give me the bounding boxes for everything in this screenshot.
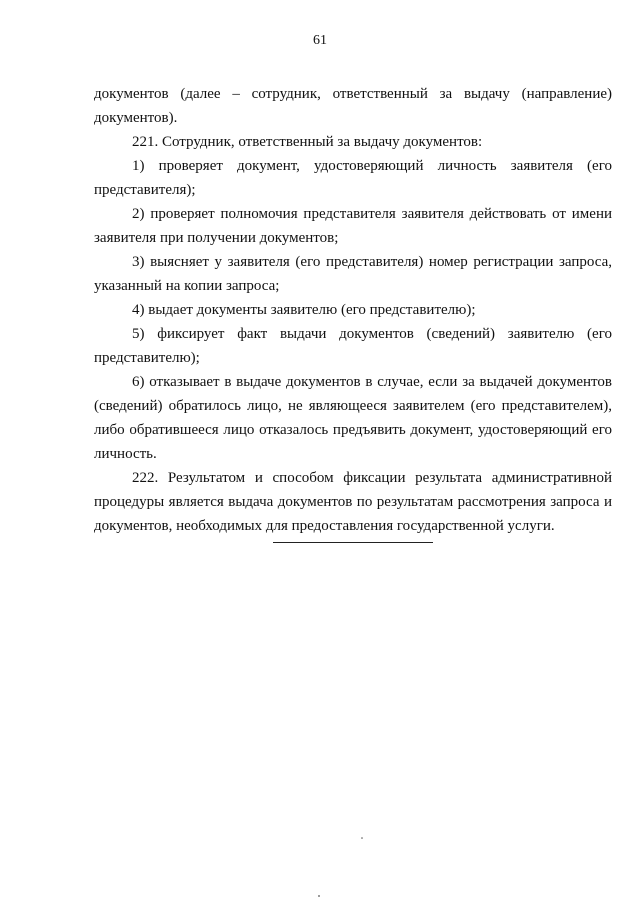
page-number: 61 [313,33,327,48]
list-item-3: 3) выясняет у заявителя (его представителя) номер регистрации запроса, указанный на копии запроса; [94,254,612,294]
paragraph-221-heading: 221. Сотрудник, ответственный за выдачу документов: [132,134,483,150]
list-item-6: 6) отказывает в выдаче документов в случае, если за выдачей документов (сведений) обратилось лицо, не являющееся заявителем (его представителем), либо обратившееся лицо отказалось предъявить документ, удостоверяющий его личность. [94,374,612,462]
paragraph-222: 222. Результатом и способом фиксации результата административной процедуры является выдача документов по результатам рассмотрения запроса и документов, необходимых для предоставления государственной услуги. [94,470,612,534]
list-item-5: 5) фиксирует факт выдачи документов (сведений) заявителю (его представителю); [94,326,612,366]
list-item-1: 1) проверяет документ, удостоверяющий личность заявителя (его представителя); [94,158,612,198]
list-item-2: 2) проверяет полномочия представителя заявителя действовать от имени заявителя при получении документов; [94,206,612,246]
paragraph-continuation: документов (далее – сотрудник, ответственный за выдачу (направление) документов). [94,86,612,126]
list-item-4: 4) выдает документы заявителю (его представителю); [132,302,476,318]
